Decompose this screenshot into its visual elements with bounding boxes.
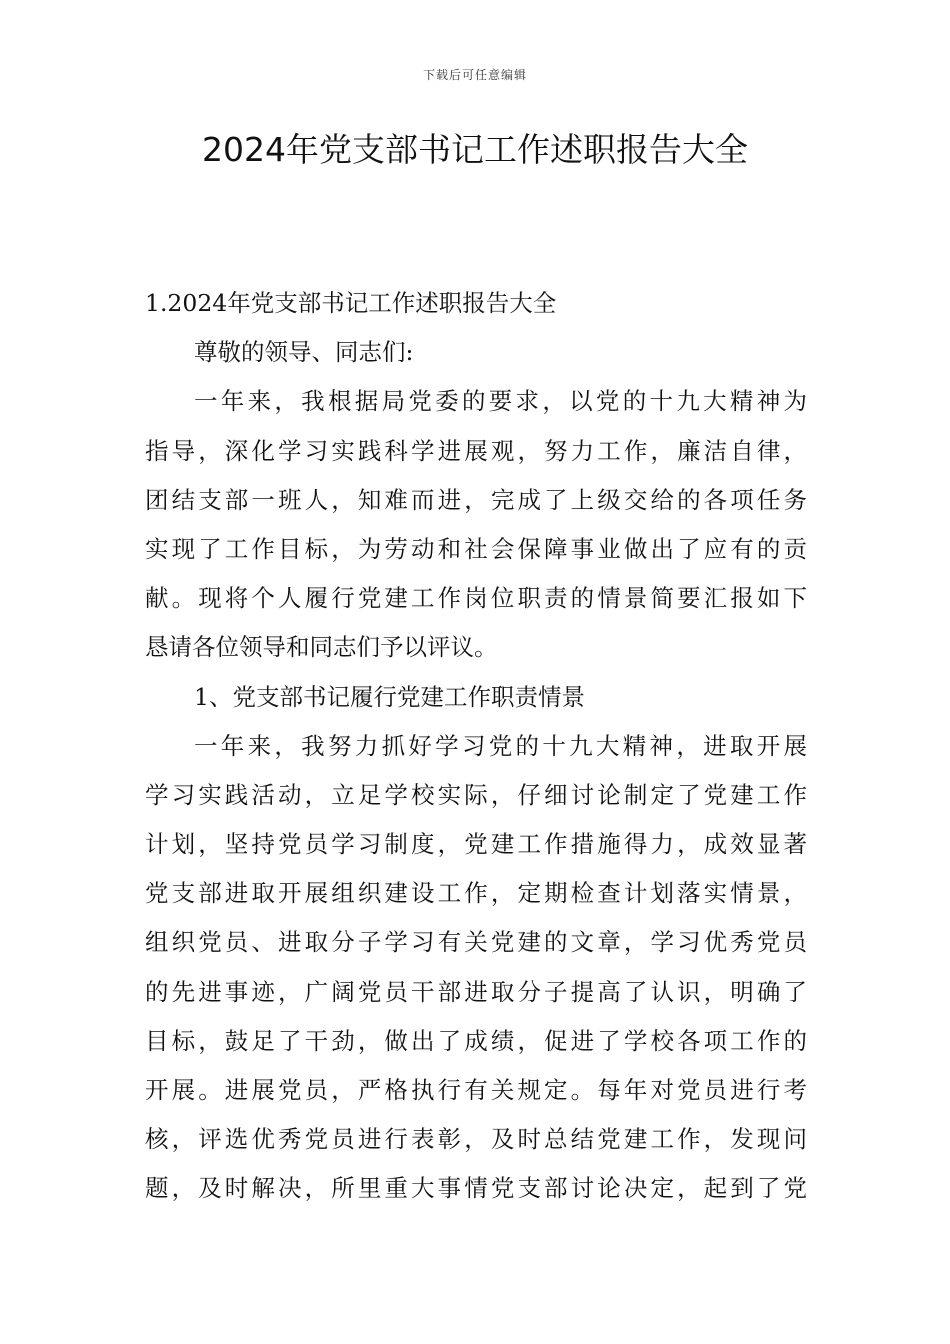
paragraph-line: 的先进事迹，广阔党员干部进取分子提高了认识，明确了 — [145, 977, 807, 1006]
paragraph-line: 团结支部一班人，知难而进，完成了上级交给的各项任务 — [145, 485, 807, 514]
paragraph-line: 组织党员、进取分子学习有关党建的文章，学习优秀党员 — [145, 928, 807, 957]
paragraph-line: 核，评选优秀党员进行表彰，及时总结党建工作，发现问 — [145, 1125, 807, 1154]
paragraph-line: 尊敬的领导、同志们: — [194, 338, 414, 367]
paragraph-line: 1、党支部书记履行党建工作职责情景 — [194, 682, 585, 711]
paragraph-line: 党支部进取开展组织建设工作，定期检查计划落实情景， — [145, 879, 807, 908]
paragraph-line: 恳请各位领导和同志们予以评议。 — [145, 633, 498, 662]
paragraph-line: 目标，鼓足了干劲，做出了成绩，促进了学校各项工作的 — [145, 1026, 807, 1055]
section-heading: 1.2024年党支部书记工作述职报告大全 — [145, 289, 557, 317]
paragraph-line: 一年来，我努力抓好学习党的十九大精神，进取开展 — [194, 731, 807, 760]
paragraph-line: 献。现将个人履行党建工作岗位职责的情景简要汇报如下 — [145, 584, 807, 613]
paragraph-line: 实现了工作目标，为劳动和社会保障事业做出了应有的贡 — [145, 534, 807, 563]
document-body — [145, 279, 807, 1214]
paragraph-line: 题，及时解决，所里重大事情党支部讨论决定，起到了党 — [145, 1174, 807, 1203]
paragraph-line: 一年来，我根据局党委的要求，以党的十九大精神为 — [194, 387, 807, 416]
header-note: 下载后可任意编辑 — [422, 68, 527, 82]
paragraph-line: 指导，深化学习实践科学进展观，努力工作，廉洁自律， — [145, 436, 807, 465]
document-title: 2024年党支部书记工作述职报告大全 — [202, 130, 748, 169]
paragraph-line: 学习实践活动，立足学校实际，仔细讨论制定了党建工作 — [145, 780, 807, 809]
paragraph-line: 开展。进展党员，严格执行有关规定。每年对党员进行考 — [145, 1076, 807, 1104]
paragraph-line: 计划，坚持党员学习制度，党建工作措施得力，成效显著 — [145, 830, 807, 859]
